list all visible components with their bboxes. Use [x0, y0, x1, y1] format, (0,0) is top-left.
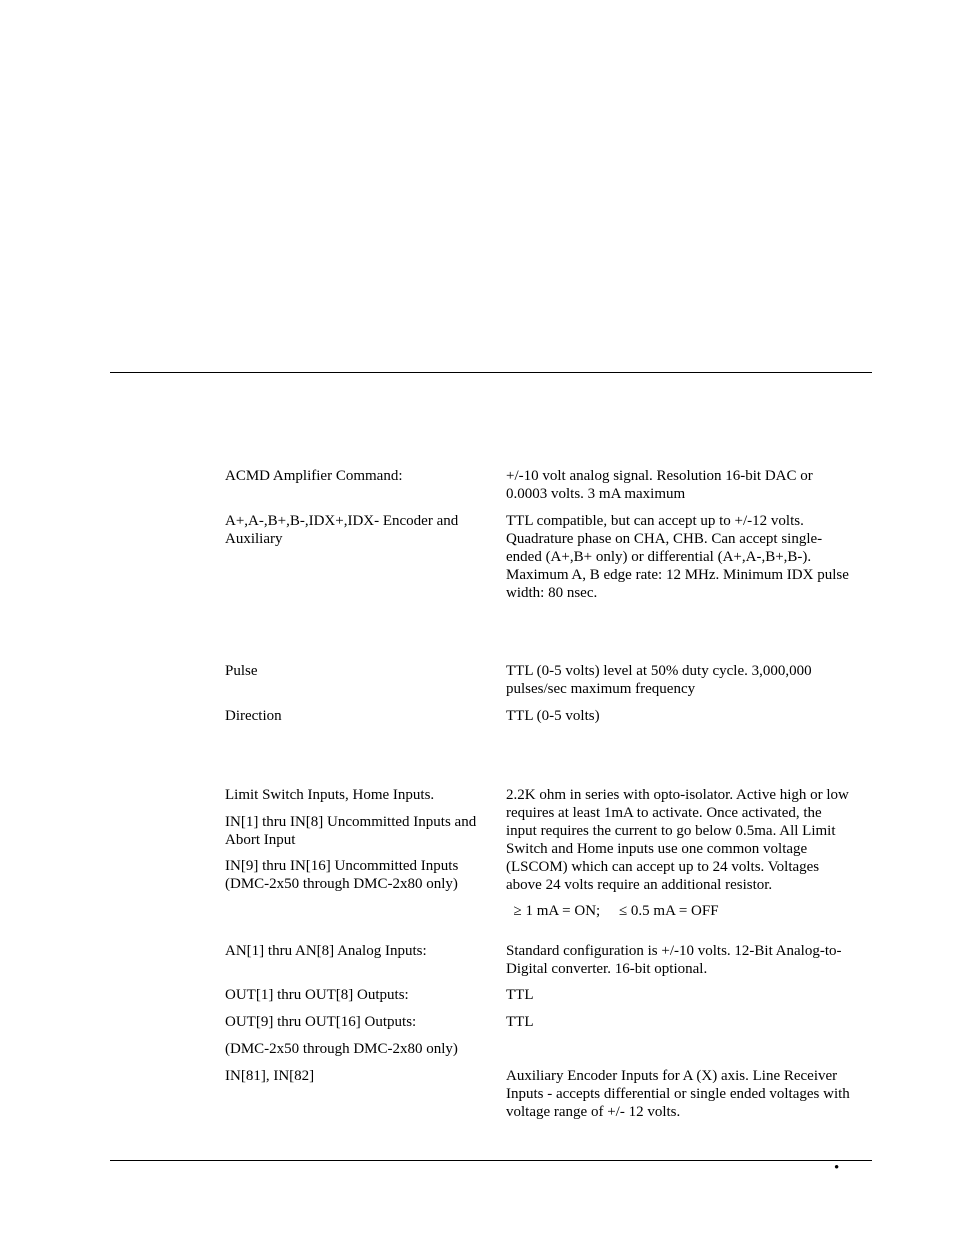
footer-bullet: •: [834, 1160, 840, 1176]
out1-value: TTL: [506, 987, 534, 1003]
direction-label: Direction: [225, 708, 282, 724]
direction-value: TTL (0-5 volts): [506, 708, 600, 724]
out9-value: TTL: [506, 1014, 534, 1030]
limit-label: Limit Switch Inputs, Home Inputs.: [225, 787, 435, 803]
encoder-label: A+,A-,B+,B-,IDX+,IDX- Encoder and Auxiliary: [225, 513, 459, 547]
footer-rule: [110, 1160, 872, 1161]
encoder-value: TTL compatible, but can accept up to +/-12 volts. Quadrature phase on CHA, CHB. Can accept single- ended (A+,B+ only) or differential (A+,A-,B+,B-). Maximum A, B edge rate: 12 MHz. Minimum IDX pulse width: 80 nsec.: [506, 513, 849, 601]
an-label: AN[1] thru AN[8] Analog Inputs:: [225, 943, 427, 959]
header-rule: [110, 372, 872, 373]
onoff-value: ≥ 1 mA = ON; ≤ 0.5 mA = OFF: [506, 903, 719, 919]
in9-label: IN[9] thru IN[16] Uncommitted Inputs (DMC-2x50 through DMC-2x80 only): [225, 858, 459, 892]
aux-value: Auxiliary Encoder Inputs for A (X) axis. Line Receiver Inputs - accepts differential or single ended voltages with voltage range of +/- 12 volts.: [506, 1068, 850, 1120]
out9-label: OUT[9] thru OUT[16] Outputs:: [225, 1014, 417, 1030]
out1-label: OUT[1] thru OUT[8] Outputs:: [225, 987, 409, 1003]
pulse-label: Pulse: [225, 663, 258, 679]
acmd-value: +/-10 volt analog signal. Resolution 16-bit DAC or 0.0003 volts. 3 mA maximum: [506, 468, 813, 502]
aux-label: IN[81], IN[82]: [225, 1068, 315, 1084]
acmd-label: ACMD Amplifier Command:: [225, 468, 403, 484]
out9-note: (DMC-2x50 through DMC-2x80 only): [225, 1041, 458, 1057]
pulse-value: TTL (0-5 volts) level at 50% duty cycle. 3,000,000 pulses/sec maximum frequency: [506, 663, 812, 697]
an-value: Standard configuration is +/-10 volts. 12-Bit Analog-to- Digital converter. 16-bit optional.: [506, 943, 842, 977]
limit-value: 2.2K ohm in series with opto-isolator. Active high or low requires at least 1mA to activate. Once activated, the input requires the current to go below 0.5ma. All Limit Switch and Home inputs use one common voltage (LSCOM) which can accept up to 24 volts. Voltages above 24 volts require an additional resistor.: [506, 787, 849, 893]
in1-label: IN[1] thru IN[8] Uncommitted Inputs and Abort Input: [225, 814, 477, 848]
